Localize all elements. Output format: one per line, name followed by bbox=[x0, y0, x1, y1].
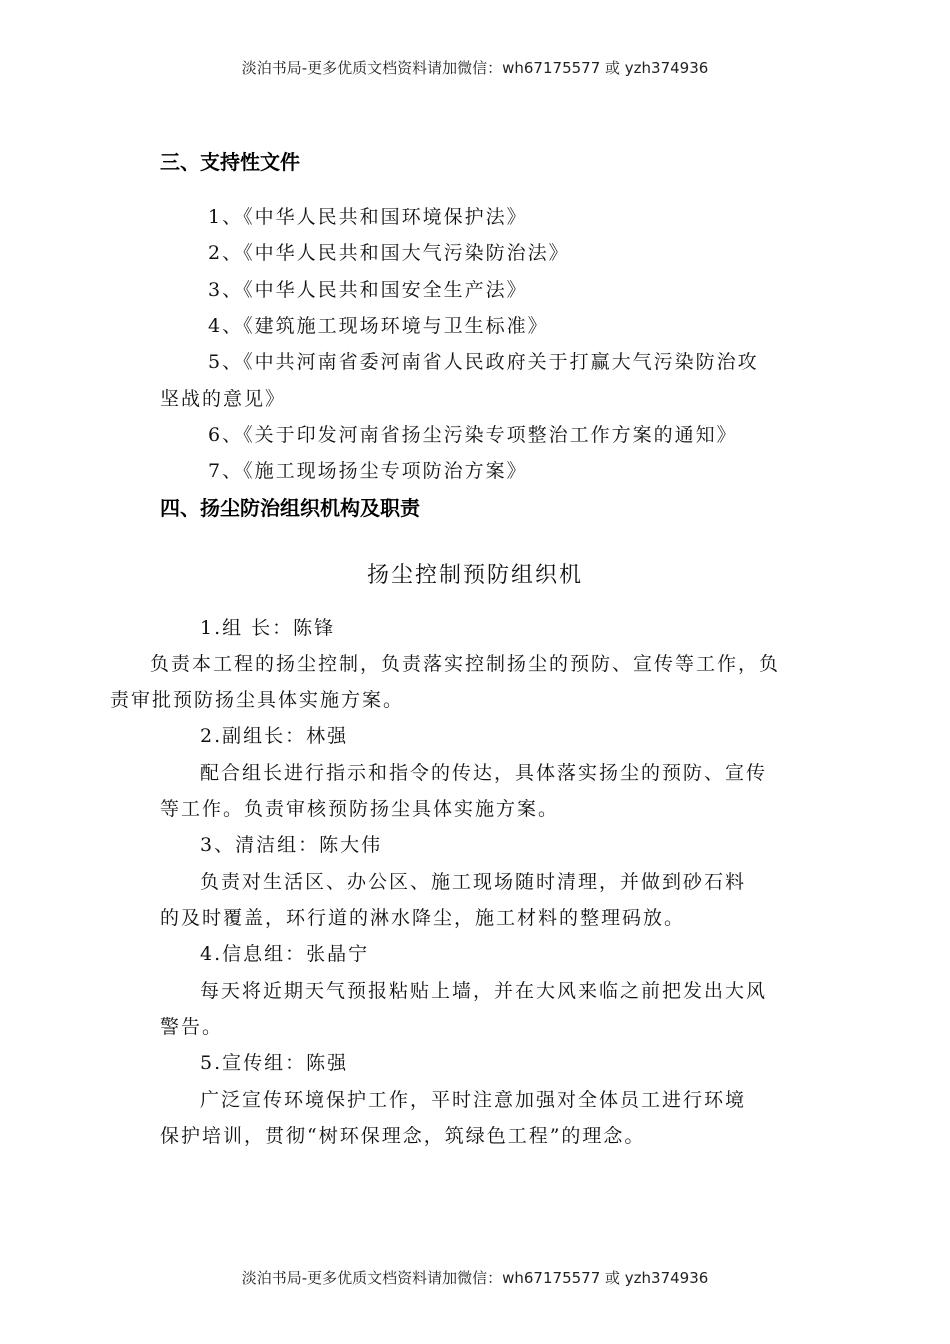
list-item-continuation: 坚战的意见》 bbox=[160, 388, 287, 410]
section-3-heading: 三、支持性文件 bbox=[160, 150, 300, 174]
role-desc: 责审批预防扬尘具体实施方案。 bbox=[110, 689, 405, 711]
section-4-heading: 四、扬尘防治组织机构及职责 bbox=[160, 496, 420, 520]
watermark-top: 淡泊书局-更多优质文档资料请加微信：wh67175577 或 yzh374936 bbox=[241, 59, 709, 77]
role-publicity: 5.宣传组：陈强 bbox=[200, 1052, 349, 1074]
list-item: 5、《中共河南省委河南省人民政府关于打赢大气污染防治攻 bbox=[208, 351, 759, 373]
role-desc: 负责本工程的扬尘控制，负责落实控制扬尘的预防、宣传等工作，负 bbox=[150, 653, 781, 675]
role-leader: 1.组 长：陈锋 bbox=[200, 617, 336, 639]
list-item: 1、《中华人民共和国环境保护法》 bbox=[208, 206, 528, 228]
role-deputy: 2.副组长：林强 bbox=[200, 725, 349, 747]
role-info: 4.信息组：张晶宁 bbox=[200, 943, 370, 965]
list-item: 2、《中华人民共和国大气污染防治法》 bbox=[208, 242, 570, 264]
role-desc: 保护培训，贯彻“树环保理念，筑绿色工程”的理念。 bbox=[160, 1125, 646, 1147]
list-item: 3、《中华人民共和国安全生产法》 bbox=[208, 279, 528, 301]
list-item: 4、《建筑施工现场环境与卫生标准》 bbox=[208, 315, 549, 337]
role-desc: 警告。 bbox=[160, 1016, 224, 1038]
org-title: 扬尘控制预防组织机 bbox=[366, 563, 583, 588]
role-desc: 负责对生活区、办公区、施工现场随时清理，并做到砂石料 bbox=[200, 871, 747, 893]
role-desc: 配合组长进行指示和指令的传达，具体落实扬尘的预防、宣传 bbox=[200, 762, 768, 784]
list-item: 6、《关于印发河南省扬尘污染专项整治工作方案的通知》 bbox=[208, 424, 738, 446]
role-desc: 的及时覆盖，环行道的淋水降尘，施工材料的整理码放。 bbox=[160, 907, 686, 929]
role-desc: 广泛宣传环境保护工作，平时注意加强对全体员工进行环境 bbox=[200, 1089, 747, 1111]
list-item: 7、《施工现场扬尘专项防治方案》 bbox=[208, 460, 528, 482]
role-desc: 等工作。负责审核预防扬尘具体实施方案。 bbox=[160, 798, 560, 820]
watermark-bottom: 淡泊书局-更多优质文档资料请加微信：wh67175577 或 yzh374936 bbox=[241, 1269, 709, 1287]
role-cleaning: 3、清洁组：陈大伟 bbox=[200, 834, 383, 856]
role-desc: 每天将近期天气预报粘贴上墙，并在大风来临之前把发出大风 bbox=[200, 980, 768, 1002]
